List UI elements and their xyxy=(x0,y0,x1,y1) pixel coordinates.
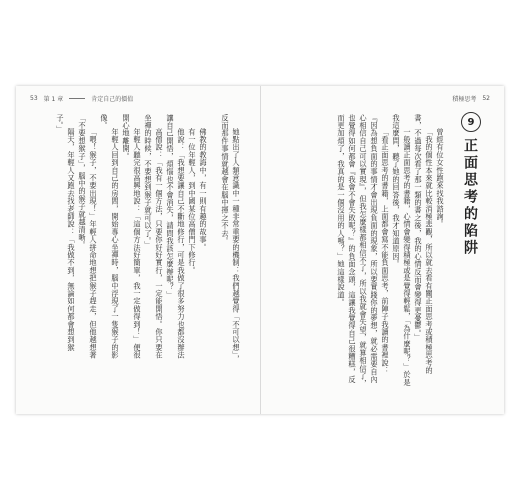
left-chapter-label: 第 1 章 xyxy=(43,96,64,103)
paragraph: 她點出了人類意識中一種非常重要的機制：我們越覺得「不可以想」，反而那件事情就越會在腦中揮之不去。 xyxy=(221,114,241,364)
paragraph: 佛教的教誨中，有一則有趣的故事。 xyxy=(199,128,208,252)
chapter-heading xyxy=(452,112,492,262)
paragraph: 一般讀正面思考的書籍，心情會變得積極或是覺得輕鬆，「為什麼呢？」於是我這麼問，聽了她的回答後，我才知道原因。 xyxy=(392,114,412,387)
chapter-title: 正面思考的陷阱 xyxy=(462,138,478,257)
book-spread xyxy=(16,86,504,414)
paragraph: 高僧說：「我有一個方法，只要你好好實行，一定能開悟。你只要在坐禪的時候，不要想到猴子就可以了。」 xyxy=(144,114,164,360)
header-rule xyxy=(69,98,85,99)
paragraph: 隔天，年輕人又跑去找老師說：「我做不到，無論如何都會想到猴子。」 xyxy=(56,114,76,352)
paragraph: 年輕人回到自己的房間，開始專心坐禪時，腦中浮現了一隻猴子的影像。 xyxy=(100,114,120,360)
book-spine xyxy=(260,86,261,414)
left-page-number: 53 xyxy=(30,95,38,102)
paragraph: 年輕人聽完很高興地說：「這個方法好簡單，我一定做得到！」便很開心地離開。 xyxy=(122,114,142,360)
right-page-header xyxy=(452,94,490,103)
paragraph: 「我的個性本來就比較消極悲觀，所以就去看有關正面思考或積極思考的書，不過每次看了那一類的書之後，我的心情反而會變得更憂鬱。」 xyxy=(414,114,434,375)
left-page-header xyxy=(30,94,133,103)
left-chapter-title: 肯定自己的價值 xyxy=(91,96,134,103)
paragraph: 「看正面思考的書籍，上面都會寫不能負面思考，前陣子我讀的書裡說：『因為想負面的事情才會出現負面的現象，所以要實踐你的夢想，就必需要自內心相信自己可以實現』，但我怎麼樣都相信不了，所以我就會失望，就算相信了，也覺得如何都會『我會不會失敗呢？』的負面念頭，這讓我覺得自己很糟糕，反而更加煩了，我真的是一個沒用的人嗎？」她這樣說道。 xyxy=(337,114,390,388)
paragraph: 曾經有位女性跑來找我諮詢。 xyxy=(436,128,445,229)
left-page-body xyxy=(30,114,242,364)
paragraph: 他說：「我想要讓自己不斷地修行，可是我做了很多努力也都沒辦法讓自己開悟，煩惱也不會消失，請問我該怎麼辦呢？」 xyxy=(166,114,186,360)
right-section-label: 積極思考 xyxy=(452,96,477,103)
paragraph: 有一位年輕人，到中國某位高僧門下修行。 xyxy=(188,128,197,275)
paragraph: 「喂！猴子，不要出現！」年輕人拼命地想把猴子趕走，但他越想著「不要想猴子」，腦中的猴子就越清晰。 xyxy=(78,114,98,360)
chapter-number-badge: 9 xyxy=(461,112,481,132)
right-page-body xyxy=(278,114,446,390)
right-page-number: 52 xyxy=(482,95,490,102)
